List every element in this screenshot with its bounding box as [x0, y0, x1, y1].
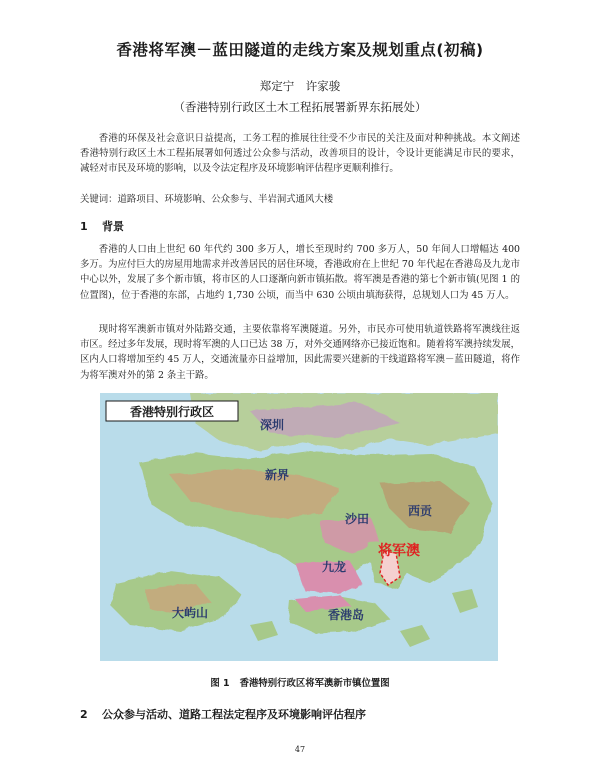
- map-figure: [100, 393, 498, 661]
- section-title: 背景: [102, 220, 124, 233]
- label-hk-island: 香港岛: [328, 608, 365, 622]
- paper-title: 香港将军澳－蓝田隧道的走线方案及规划重点(初稿): [116, 41, 484, 59]
- paragraph-background-2: 现时将军澳新市镇对外陆路交通，主要依靠将军澳隧道。另外，市民亦可使用轨道铁路将军澳线往返市区。经过多年发展，现时将军澳的人口已达 38 万，对外交通网络亦已接近饱和。随着将军澳持续发展，区内人口将增加至约 45 万人，交通流量亦日益增加，因此需要兴建新的干线道路将军澳－蓝田隧道，将作为将军澳对外的第 2 条主干路。: [80, 324, 520, 381]
- figure-label: 图 1: [210, 678, 230, 689]
- label-lantau: 大屿山: [172, 606, 209, 620]
- label-tseung-kwan-o: 将军澳: [378, 543, 420, 559]
- section-number: 2: [80, 708, 88, 721]
- label-shenzhen: 深圳: [260, 418, 285, 432]
- label-new-territories: 新界: [265, 468, 290, 482]
- paragraph-background-1: 香港的人口由上世纪 60 年代约 300 多万人，增长至现时约 700 多万人，50 年间人口增幅达 400 多万。为应付巨大的房屋用地需求并改善居民的居住环境，香港政府在上世纪 70 年代起在香港岛及九龙市中心以外，发展了多个新市镇，将市区的人口逐渐向新市镇拓散。将军澳是香港的第七个新市镇(见图 1 的位置图)，位于香港的东部，占地约 1,730 公顷，而当中 630 公顷由填海获得，总规划人口为 45 万人。: [80, 244, 520, 301]
- label-kowloon: 九龙: [322, 560, 347, 574]
- figure-caption: [0, 675, 600, 689]
- section-title: 公众参与活动、道路工程法定程序及环境影响评估程序: [102, 708, 366, 721]
- map-header: 香港特别行政区: [129, 405, 215, 419]
- section-heading-1: [80, 218, 124, 234]
- section-heading-2: [80, 706, 366, 722]
- affiliation: （香港特别行政区土木工程拓展署新界东拓展处）: [173, 100, 427, 114]
- section-number: 1: [80, 220, 88, 233]
- authors: 郑定宁 许家骏: [259, 79, 341, 93]
- page-number: 47: [294, 745, 306, 754]
- figure-text: 香港特别行政区将军澳新市镇位置图: [239, 678, 390, 689]
- label-shatin: 沙田: [345, 512, 370, 526]
- label-sai-kung: 西贡: [408, 504, 433, 518]
- abstract: 香港的环保及社会意识日益提高，工务工程的推展往往受不少市民的关注及面对种种挑战。本文阐述香港特别行政区土木工程拓展署如何透过公众参与活动，改善项目的设计，令设计更能满足市民的要求，减轻对市民及环境的影响，以及令法定程序及环境影响评估程序更顺利推行。: [80, 133, 520, 175]
- hong-kong-map: [100, 393, 498, 661]
- keywords: 关键词：道路项目、环境影响、公众参与、半岩洞式通风大楼: [80, 194, 334, 205]
